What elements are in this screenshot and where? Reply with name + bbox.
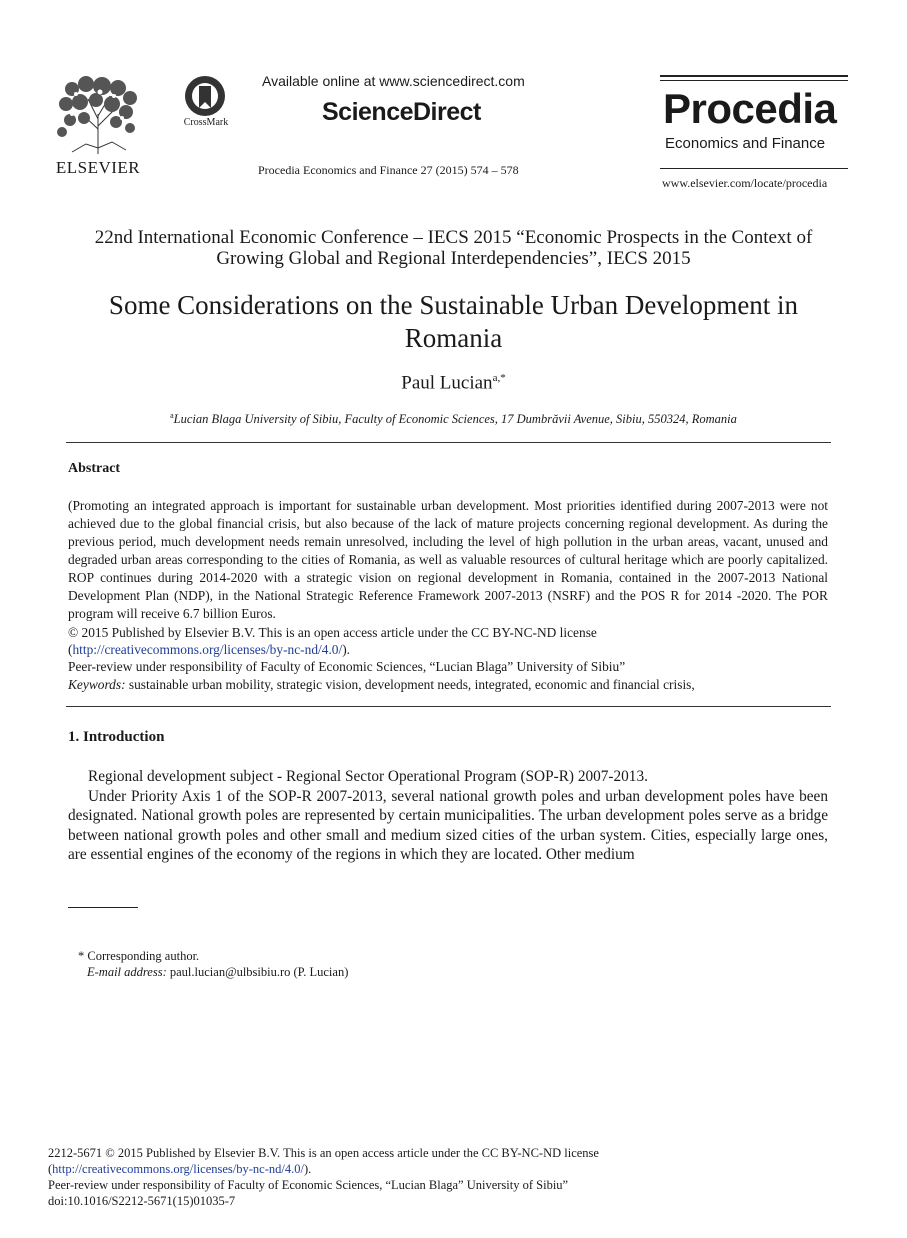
footer-license-line [48, 1161, 311, 1177]
conference-line-2: Growing Global and Regional Interdependencies”, IECS 2015 [216, 248, 691, 269]
author-line [60, 372, 847, 394]
conference-name [60, 227, 847, 269]
abstract-body: (Promoting an integrated approach is important for sustainable urban development. Most priorities identified during 2007-2013 were not achieved due to the global financial crisis, but also because of the lack of mature projects concerning regional development. As during the previous period, much development needs remain unresolved, including the level of high pollution in the urban areas, vacant, unused and degraded urban areas corresponding to the cities of Romania, as well as valuable resources of cultural heritage which are poorly capitalized. ROP continues during 2014-2020 with a strategic vision on regional development in Romania, contained in the 2007-2013 National Development Plan (NDP), in the National Strategic Reference Framework 2007-2013 (NSRF) and the POS R for 2014 -2020. The POR program will receive 6.7 billion Euros. [68, 498, 828, 621]
title-line-1: Some Considerations on the Sustainable Urban Development in [108, 290, 799, 320]
footer-doi[interactable]: doi:10.1016/S2212-5671(15)01035-7 [48, 1194, 236, 1208]
email-address: paul.lucian@ulbsibiu.ro (P. Lucian) [166, 965, 349, 979]
paper-title [60, 289, 847, 355]
copyright-line: © 2015 Published by Elsevier B.V. This is an open access article under the CC BY-NC-ND license [68, 625, 597, 640]
keywords-line [68, 676, 695, 693]
journal-reference: Procedia Economics and Finance 27 (2015) 574 – 578 [258, 163, 519, 177]
corresponding-author-note: * Corresponding author. [78, 949, 200, 963]
license-paren-open: ( [68, 642, 73, 657]
section-heading-introduction: 1. Introduction [68, 729, 165, 745]
affiliation-text: Lucian Blaga University of Sibiu, Faculty of Economic Sciences, 17 Dumbrăvii Avenue, Sibiu, 550324, Romania [173, 412, 737, 427]
intro-paragraph-1: Regional development subject - Regional Sector Operational Program (SOP-R) 2007-2013. [88, 768, 648, 785]
publisher-name: ELSEVIER [55, 158, 141, 177]
elsevier-tree-icon [52, 74, 144, 156]
author-marks: a,* [492, 372, 506, 384]
crossmark-icon [176, 74, 236, 120]
crossmark-label: CrossMark [183, 117, 229, 128]
journal-logo-subtitle: Economics and Finance [665, 135, 826, 152]
license-link[interactable]: http://creativecommons.org/licenses/by-nc-nd/4.0/ [72, 642, 343, 657]
footer-paren-close: ). [303, 1162, 312, 1176]
footer-issn-line: 2212-5671 © 2015 Published by Elsevier B.V. This is an open access article under the CC BY-NC-ND license [48, 1146, 599, 1160]
email-label: E-mail address: [87, 965, 167, 979]
conference-line-1: 22nd International Economic Conference – IECS 2015 “Economic Prospects in the Context of [94, 227, 813, 248]
license-paren-close: ). [342, 642, 351, 657]
affiliation-mark: a [170, 411, 174, 420]
elsevier-logo [52, 74, 144, 180]
keywords-label: Keywords: [68, 677, 126, 692]
peer-review-line: Peer-review under responsibility of Faculty of Economic Sciences, “Lucian Blaga” University of Sibiu” [68, 659, 626, 674]
footer-peer-review: Peer-review under responsibility of Faculty of Economic Sciences, “Lucian Blaga” University of Sibiu” [48, 1178, 569, 1192]
intro-paragraph-2: Under Priority Axis 1 of the SOP-R 2007-2013, several national growth poles and urban development poles have been designated. National growth poles are represented by certain municipalities. The urban development poles serve as a bridge between national growth poles and other small and medium sized cities of the urban system. Cities, especially large ones, are essential engines of the economy of the regions in which they are located. Other medium [68, 787, 828, 863]
affiliation [60, 411, 847, 427]
abstract-top-rule [66, 442, 831, 443]
footer-paren-open: ( [48, 1162, 53, 1176]
sciencedirect-logo: ScienceDirect [322, 98, 481, 126]
footnote-rule [68, 907, 138, 908]
procedia-top-rule [660, 75, 848, 77]
abstract-heading: Abstract [68, 461, 121, 476]
procedia-top-rule-thin [660, 80, 848, 81]
procedia-bottom-rule [660, 168, 848, 169]
email-line [87, 964, 348, 980]
journal-logo-title: Procedia [663, 85, 837, 132]
abstract-bottom-rule [66, 706, 831, 707]
journal-url: www.elsevier.com/locate/procedia [662, 176, 828, 190]
title-line-2: Romania [404, 323, 503, 353]
available-online-text: Available online at www.sciencedirect.com [262, 73, 525, 89]
license-line [68, 641, 350, 658]
keywords-text: sustainable urban mobility, strategic vision, development needs, integrated, economic and financial crisis, [125, 677, 695, 692]
footer-license-link[interactable]: http://creativecommons.org/licenses/by-nc-nd/4.0/ [52, 1162, 304, 1176]
introduction-body [68, 767, 828, 865]
author-name: Paul Lucian [401, 372, 493, 394]
